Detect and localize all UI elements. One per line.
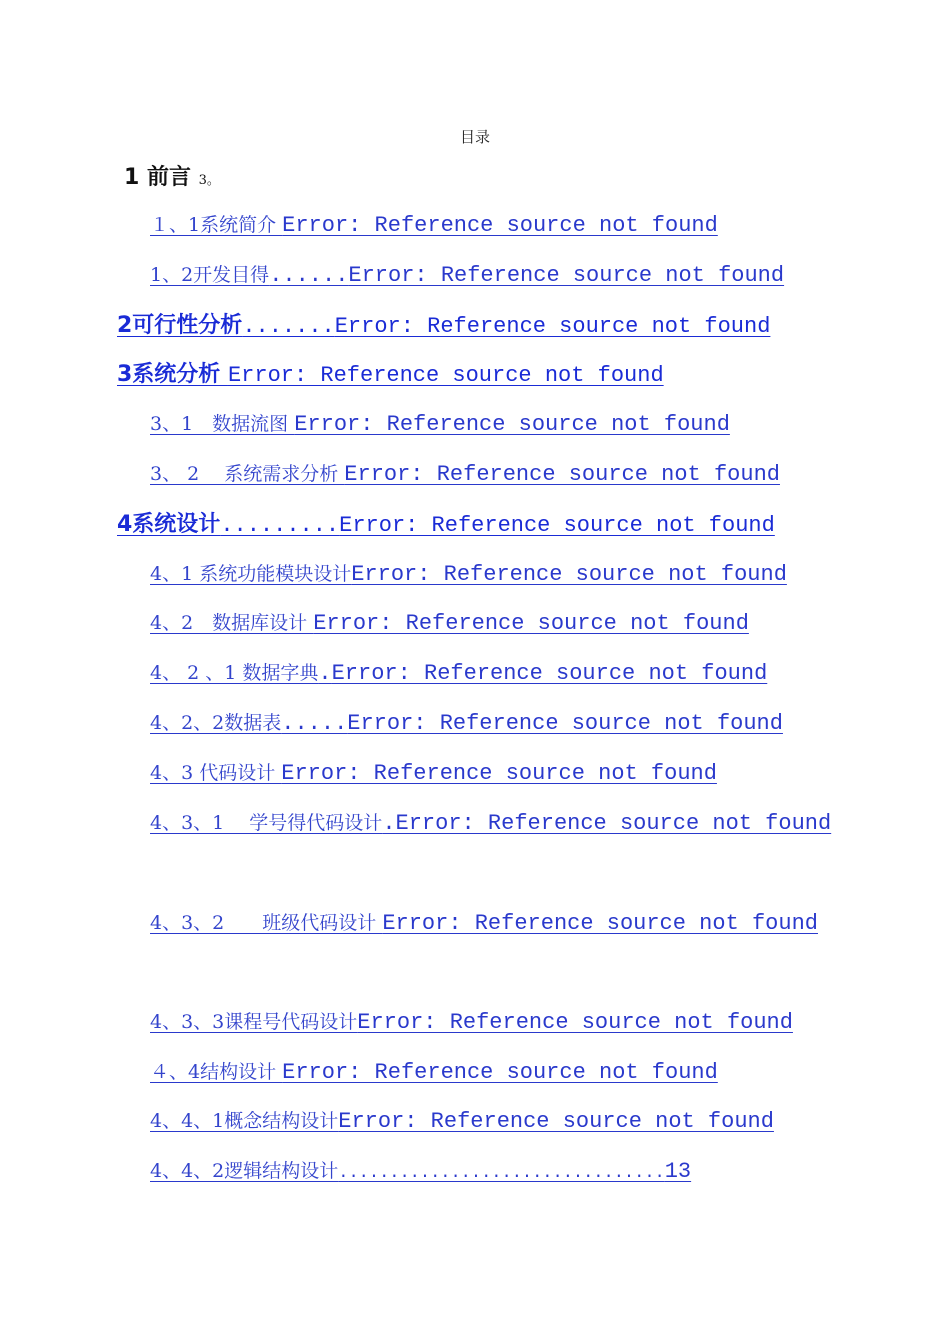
toc-entry-label: 4、3、1 学号得代码设计 <box>150 812 383 834</box>
toc-entry-page: Error: Reference source not found <box>282 213 718 238</box>
toc-entry-3[interactable] <box>117 363 664 387</box>
toc-entry-page: Error: Reference source not found <box>227 363 664 388</box>
toc-entry-label: 3、1 数据流图 <box>150 413 295 435</box>
toc-entry-label: 4、3 代码设计 <box>150 762 282 784</box>
page-title: 目录 <box>459 128 490 146</box>
toc-entry-page: 13 <box>664 1159 692 1184</box>
toc-entry-page: Error: Reference source not found <box>339 513 775 538</box>
toc-entry-label: 4、3、3课程号代码设计 <box>150 1011 358 1033</box>
toc-entry-page: 3。 <box>198 173 220 188</box>
toc-entry-page: Error: Reference source not found <box>313 611 749 636</box>
toc-entry-page: Error: Reference source not found <box>351 562 787 587</box>
toc-entry-4-3[interactable] <box>150 762 717 785</box>
toc-entry-page: Error: Reference source not found <box>382 911 818 936</box>
toc-entry-preface[interactable] <box>124 160 220 191</box>
toc-entry-label: ４、4结构设计 <box>150 1061 283 1083</box>
toc-entry-label: 4、4、1概念结构设计 <box>150 1110 339 1132</box>
toc-entry-4-1[interactable] <box>150 563 787 586</box>
toc-entry-2[interactable] <box>117 314 770 338</box>
toc-entry-page: Error: Reference source not found <box>357 1010 793 1035</box>
toc-entry-page: Error: Reference source not found <box>331 661 768 686</box>
toc-entry-dots: . <box>318 661 332 686</box>
toc-entry-label: 3系统分析 <box>117 362 228 387</box>
toc-entry-label: １、1系统简介 <box>150 214 283 236</box>
toc-entry-4-2[interactable] <box>150 612 749 635</box>
toc-entry-page: Error: Reference source not found <box>338 1109 774 1134</box>
toc-entry-4-4-1[interactable] <box>150 1110 774 1133</box>
toc-entry-page: Error: Reference source not found <box>348 263 785 288</box>
toc-entry-label: 4、3、2 班级代码设计 <box>150 912 383 934</box>
toc-entry-4-3-3[interactable] <box>150 1011 793 1034</box>
toc-entry-dots: ......... <box>220 513 340 538</box>
toc-entry-page: Error: Reference source not found <box>334 314 771 339</box>
toc-entry-4-3-2[interactable] <box>150 898 833 948</box>
toc-entry-label: 4、2、2数据表 <box>150 712 282 734</box>
toc-entry-page: Error: Reference source not found <box>294 412 730 437</box>
toc-entry-page: Error: Reference source not found <box>395 811 832 836</box>
toc-entry-4-2-2[interactable] <box>150 712 783 735</box>
toc-entry-3-1[interactable] <box>150 413 730 436</box>
toc-entry-page: Error: Reference source not found <box>282 1060 718 1085</box>
toc-entry-dots: ..... <box>281 711 348 736</box>
toc-entry-label: 1、2开发目得 <box>150 264 270 286</box>
toc-entry-dots: ....... <box>242 314 335 339</box>
toc-entry-4[interactable] <box>117 513 775 537</box>
toc-entry-label: 4、2 数据库设计 <box>150 612 314 634</box>
toc-entry-label: 1 前言 <box>124 165 191 190</box>
toc-entry-1-2[interactable] <box>150 264 784 287</box>
toc-entry-page: Error: Reference source not found <box>347 711 783 736</box>
toc-entry-label: 4、1 系统功能模块设计 <box>150 563 352 585</box>
toc-entry-4-4[interactable] <box>150 1061 718 1084</box>
toc-entry-page: Error: Reference source not found <box>344 462 780 487</box>
toc-entry-dots: . <box>382 811 396 836</box>
toc-entry-dots: ...... <box>269 263 349 288</box>
toc-entry-label: 4、4、2逻辑结构设计 <box>150 1160 339 1182</box>
toc-entry-label: 3、 2 系统需求分析 <box>150 463 345 485</box>
toc-entry-page: Error: Reference source not found <box>281 761 717 786</box>
toc-entry-1-1[interactable] <box>150 214 718 237</box>
toc-entry-label: 4、 2 、1 数据字典 <box>150 662 319 684</box>
toc-entry-4-3-1[interactable] <box>150 798 833 848</box>
toc-entry-3-2[interactable] <box>150 463 780 486</box>
toc-entry-4-2-1[interactable] <box>150 662 767 685</box>
toc-entry-dots: ................................ <box>338 1164 665 1183</box>
toc-entry-label: 4系统设计 <box>117 512 221 537</box>
toc-entry-label: 2可行性分析 <box>117 313 243 338</box>
toc-entry-4-4-2[interactable] <box>150 1160 691 1183</box>
